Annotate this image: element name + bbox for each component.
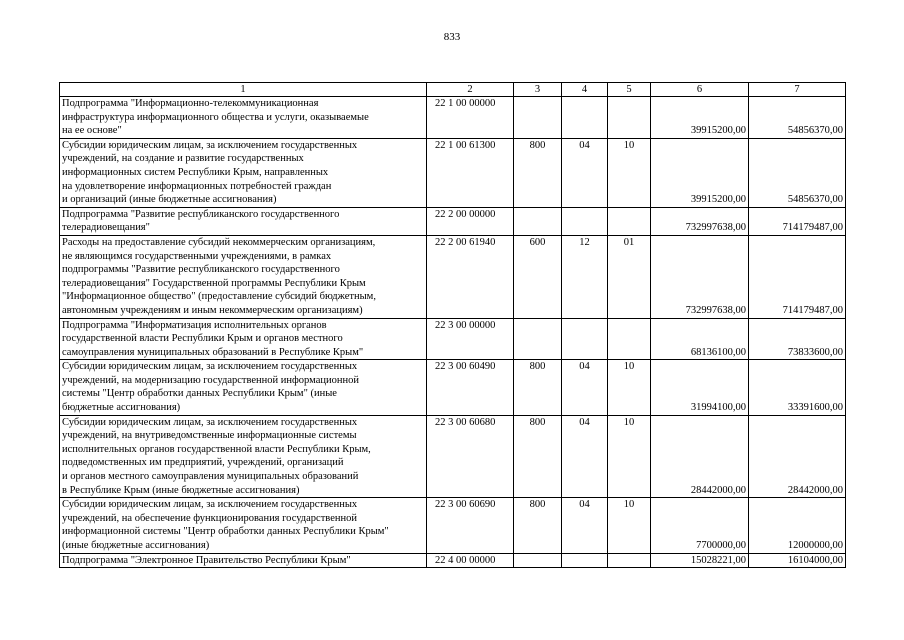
row-pr-cell (608, 360, 651, 415)
header-cell-4: 4 (562, 83, 608, 97)
row-sum2-cell (749, 498, 846, 553)
row-csr-cell (427, 138, 514, 207)
header-cell-6: 6 (651, 83, 749, 97)
row-pr-cell-text: 10 (623, 361, 635, 373)
row-sum2-cell (749, 235, 846, 318)
row-name-cell (60, 318, 427, 360)
row-vr-cell-text: 800 (529, 361, 546, 373)
row-sum2-cell (749, 415, 846, 498)
row-sum1-cell (651, 207, 749, 235)
row-vr-cell (514, 318, 562, 360)
row-sum1-cell-text: 732997638,00 (685, 304, 746, 316)
table-row (60, 138, 846, 207)
page-number: 833 (443, 31, 461, 43)
budget-table (59, 82, 846, 568)
row-name-cell-text: Субсидии юридическим лицам, за исключением государственных учреждений, на обеспечение функционирования государственной информационной системы "Центр обработки данных Республики Крым" (иные бюджетные ассигнования) (62, 499, 389, 551)
table-row (60, 553, 846, 568)
row-rz-cell (562, 138, 608, 207)
row-rz-cell (562, 97, 608, 139)
row-sum2-cell-text: 714179487,00 (782, 304, 843, 316)
row-csr-cell-text: 22 3 00 60690 (435, 499, 496, 511)
row-sum1-cell (651, 235, 749, 318)
row-pr-cell (608, 97, 651, 139)
header-cell-3: 3 (514, 83, 562, 97)
header-cell-2: 2 (427, 83, 514, 97)
row-pr-cell (608, 498, 651, 553)
row-rz-cell-text: 04 (579, 416, 590, 428)
row-sum1-cell (651, 415, 749, 498)
row-name-cell-text: Субсидии юридическим лицам, за исключением государственных учреждений, на модернизацию государственной информационной системы "Центр обработки данных Республики Крым" (иные бюджетные ассигнования) (62, 361, 359, 414)
row-sum2-cell-text: 54856370,00 (787, 125, 843, 137)
row-vr-cell (514, 498, 562, 553)
row-name-cell-text: Подпрограмма "Информационно-телекоммуникационная инфраструктура информационного общества и услуги, оказываемые на ее основе" (62, 98, 369, 137)
row-name-cell (60, 360, 427, 415)
row-rz-cell (562, 498, 608, 553)
row-csr-cell (427, 235, 514, 318)
row-sum1-cell-text: 39915200,00 (690, 125, 746, 137)
row-sum1-cell-text: 68136100,00 (690, 346, 746, 358)
header-cell-1: 1 (60, 83, 427, 97)
row-sum1-cell-text: 732997638,00 (685, 222, 746, 234)
row-name-cell-text: Субсидии юридическим лицам, за исключением государственных учреждений, на создание и развитие государственных информационных систем Республики Крым, направленных на удовлетворение информационных потребностей граждан и организаций (иные бюджетные ассигнования) (62, 139, 358, 206)
row-name-cell (60, 415, 427, 498)
row-name-cell (60, 97, 427, 139)
row-csr-cell (427, 360, 514, 415)
row-name-cell (60, 138, 427, 207)
row-sum2-cell (749, 318, 846, 360)
row-csr-cell (427, 415, 514, 498)
row-pr-cell-text: 10 (623, 139, 635, 151)
row-sum2-cell (749, 97, 846, 139)
row-name-cell-text: Подпрограмма "Электронное Правительство Республики Крым" (62, 554, 351, 566)
table-row (60, 207, 846, 235)
row-sum1-cell (651, 138, 749, 207)
row-pr-cell-text: 10 (623, 499, 635, 511)
row-sum2-cell-text: 28442000,00 (787, 484, 843, 496)
row-vr-cell (514, 207, 562, 235)
row-csr-cell (427, 318, 514, 360)
row-sum2-cell-text: 54856370,00 (787, 194, 843, 206)
row-sum2-cell-text: 714179487,00 (782, 222, 843, 234)
table-row (60, 360, 846, 415)
row-name-cell (60, 235, 427, 318)
row-rz-cell (562, 415, 608, 498)
row-sum2-cell-text: 73833600,00 (787, 346, 843, 358)
row-pr-cell-text: 01 (623, 236, 635, 248)
row-sum2-cell (749, 207, 846, 235)
row-vr-cell-text: 800 (529, 139, 546, 151)
row-sum1-cell-text: 28442000,00 (690, 484, 746, 496)
row-sum2-cell (749, 138, 846, 207)
row-csr-cell-text: 22 3 00 00000 (435, 319, 496, 331)
row-vr-cell (514, 235, 562, 318)
row-vr-cell-text: 800 (529, 499, 546, 511)
row-csr-cell-text: 22 1 00 00000 (435, 98, 496, 109)
row-sum2-cell-text: 12000000,00 (787, 540, 843, 551)
row-sum2-cell (749, 360, 846, 415)
row-pr-cell (608, 553, 651, 568)
row-rz-cell (562, 318, 608, 360)
table-row (60, 97, 846, 139)
row-sum2-cell-text: 33391600,00 (787, 402, 843, 414)
row-name-cell (60, 207, 427, 235)
row-pr-cell (608, 415, 651, 498)
row-vr-cell-text: 800 (529, 416, 546, 428)
row-sum1-cell (651, 498, 749, 553)
row-sum1-cell (651, 97, 749, 139)
row-csr-cell (427, 498, 514, 553)
row-sum1-cell-text: 15028221,00 (690, 554, 746, 566)
row-vr-cell (514, 138, 562, 207)
header-cell-5: 5 (608, 83, 651, 97)
row-pr-cell (608, 138, 651, 207)
row-vr-cell-text: 600 (529, 236, 546, 248)
row-sum2-cell-text: 16104000,00 (787, 554, 843, 566)
row-csr-cell-text: 22 1 00 61300 (435, 139, 496, 151)
row-pr-cell (608, 235, 651, 318)
row-csr-cell-text: 22 3 00 60490 (435, 361, 496, 373)
row-pr-cell (608, 207, 651, 235)
row-csr-cell (427, 207, 514, 235)
row-name-cell-text: Субсидии юридическим лицам, за исключением государственных учреждений, на внутриведомственные информационные системы исполнительных органов государственной власти Республики Крым, подведомственных им предприятий, учреждений, организаций и органов местного самоуправления муниципальных образований в Республике Крым (иные бюджетные ассигнования) (62, 416, 371, 496)
row-sum1-cell (651, 553, 749, 568)
row-sum1-cell (651, 318, 749, 360)
row-rz-cell (562, 553, 608, 568)
row-csr-cell-text: 22 2 00 61940 (435, 236, 496, 248)
row-rz-cell-text: 12 (579, 236, 590, 248)
row-sum1-cell (651, 360, 749, 415)
row-rz-cell (562, 360, 608, 415)
row-vr-cell (514, 415, 562, 498)
row-rz-cell-text: 04 (579, 499, 590, 511)
row-rz-cell-text: 04 (579, 361, 590, 373)
header-cell-7: 7 (749, 83, 846, 97)
table-row (60, 415, 846, 498)
row-name-cell (60, 553, 427, 568)
row-csr-cell-text: 22 2 00 00000 (435, 208, 496, 220)
row-rz-cell (562, 235, 608, 318)
header-row (60, 83, 846, 97)
row-sum1-cell-text: 7700000,00 (696, 540, 746, 551)
row-csr-cell (427, 553, 514, 568)
row-sum1-cell-text: 31994100,00 (690, 402, 746, 414)
row-vr-cell (514, 360, 562, 415)
row-csr-cell-text: 22 3 00 60680 (435, 416, 496, 428)
row-name-cell-text: Подпрограмма "Развитие республиканского государственного телерадиовещания" (62, 208, 340, 234)
table-row (60, 318, 846, 360)
row-sum1-cell-text: 39915200,00 (690, 194, 746, 206)
row-name-cell (60, 498, 427, 553)
row-vr-cell (514, 553, 562, 568)
row-pr-cell-text: 10 (623, 416, 635, 428)
row-csr-cell-text: 22 4 00 00000 (435, 554, 496, 566)
row-name-cell-text: Подпрограмма "Информатизация исполнительных органов государственной власти Республики Крым и органов местного самоуправления муниципальных образований в Республике Крым" (62, 319, 364, 358)
row-rz-cell-text: 04 (579, 139, 590, 151)
row-pr-cell (608, 318, 651, 360)
row-name-cell-text: Расходы на предоставление субсидий некоммерческим организациям, не являющимся государственными учреждениями, в рамках подпрограммы "Развитие республиканского государственного телерадиовещания" Государственной программы Республики Крым "Информационное общество" (предоставление субсидий бюджетным, автономным учреждениям и иным некоммерческим организациям) (62, 236, 376, 316)
table-row (60, 498, 846, 553)
table-row (60, 235, 846, 318)
row-vr-cell (514, 97, 562, 139)
row-sum2-cell (749, 553, 846, 568)
row-rz-cell (562, 207, 608, 235)
row-csr-cell (427, 97, 514, 139)
